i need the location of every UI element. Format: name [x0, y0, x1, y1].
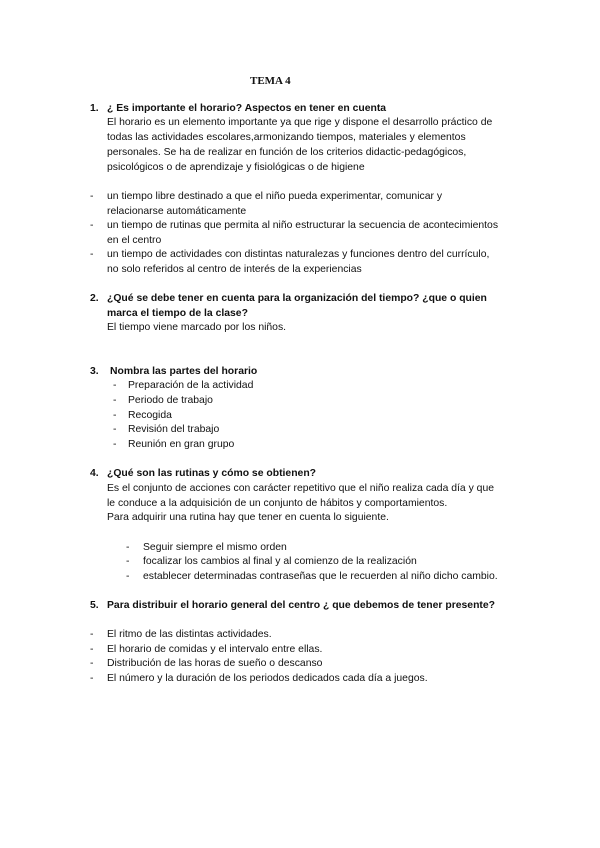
- list-bullet: -: [90, 191, 94, 202]
- section-4-paragraph-line: Para adquirir una rutina hay que tener en cuenta lo siguiente.: [107, 512, 389, 523]
- list-item-text: relacionarse automáticamente: [107, 206, 247, 217]
- list-item-text: focalizar los cambios al final y al comienzo de la realización: [143, 556, 417, 567]
- list-bullet: -: [90, 249, 94, 260]
- section-2-paragraph-line: El tiempo viene marcado por los niños.: [107, 322, 287, 333]
- list-item-text: El horario de comidas y el intervalo entre ellas.: [107, 644, 323, 655]
- list-item-text: Distribución de las horas de sueño o descanso: [107, 658, 323, 669]
- section-1-number: 1.: [90, 103, 99, 114]
- list-item-text: un tiempo libre destinado a que el niño pueda experimentar, comunicar y: [107, 191, 443, 202]
- list-bullet: -: [90, 658, 94, 669]
- list-item-text: Revisión del trabajo: [128, 424, 220, 435]
- section-1-paragraph-line: psicológicos o de aprendizaje y fisiológicas o de higiene: [107, 162, 365, 173]
- section-4-number: 4.: [90, 468, 99, 479]
- list-item-text: un tiempo de actividades con distintas naturalezas y funciones dentro del currículo,: [107, 249, 490, 260]
- list-bullet: -: [126, 542, 130, 553]
- list-bullet: -: [113, 439, 117, 450]
- section-3-heading: Nombra las partes del horario: [110, 366, 258, 377]
- list-bullet: -: [90, 644, 94, 655]
- list-bullet: -: [126, 571, 130, 582]
- list-item-text: Reunión en gran grupo: [128, 439, 235, 450]
- list-bullet: -: [113, 410, 117, 421]
- list-bullet: -: [90, 673, 94, 684]
- section-1-paragraph-line: todas las actividades escolares,armonizando tiempos, materiales y elementos: [107, 132, 466, 143]
- list-item-text: establecer determinadas contraseñas que le recuerden al niño dicho cambio.: [143, 571, 498, 582]
- page-title: TEMA 4: [250, 75, 291, 87]
- list-bullet: -: [113, 424, 117, 435]
- list-item-text: Seguir siempre el mismo orden: [143, 542, 287, 553]
- section-4-heading: ¿Qué son las rutinas y cómo se obtienen?: [107, 468, 317, 479]
- list-bullet: -: [90, 220, 94, 231]
- list-bullet: -: [126, 556, 130, 567]
- section-3-number: 3.: [90, 366, 99, 377]
- section-2-heading: marca el tiempo de la clase?: [107, 308, 248, 319]
- section-1-paragraph-line: El horario es un elemento importante ya que rige y dispone el desarrollo práctico de: [107, 117, 493, 128]
- section-2-heading: ¿Qué se debe tener en cuenta para la organización del tiempo? ¿que o quien: [107, 293, 487, 304]
- section-4-paragraph-line: le conduce a la adquisición de un conjunto de hábitos y comportamientos.: [107, 498, 448, 509]
- list-item-text: no solo referidos al centro de interés de la experiencias: [107, 264, 362, 275]
- section-4-paragraph-line: Es el conjunto de acciones con carácter repetitivo que el niño realiza cada día y que: [107, 483, 495, 494]
- list-item-text: Periodo de trabajo: [128, 395, 213, 406]
- section-1-heading: ¿ Es importante el horario? Aspectos en tener en cuenta: [107, 103, 387, 114]
- list-bullet: -: [90, 629, 94, 640]
- list-bullet: -: [113, 380, 117, 391]
- list-item-text: un tiempo de rutinas que permita al niño estructurar la secuencia de acontecimientos: [107, 220, 499, 231]
- list-item-text: en el centro: [107, 235, 162, 246]
- section-1-paragraph-line: personales. Se ha de realizar en función de los criterios didactic-pedagógicos,: [107, 147, 467, 158]
- section-5-heading: Para distribuir el horario general del centro ¿ que debemos de tener presente?: [107, 600, 496, 611]
- section-5-number: 5.: [90, 600, 99, 611]
- section-2-number: 2.: [90, 293, 99, 304]
- list-item-text: El ritmo de las distintas actividades.: [107, 629, 272, 640]
- list-item-text: Preparación de la actividad: [128, 380, 254, 391]
- list-item-text: Recogida: [128, 410, 172, 421]
- list-item-text: El número y la duración de los periodos dedicados cada día a juegos.: [107, 673, 428, 684]
- list-bullet: -: [113, 395, 117, 406]
